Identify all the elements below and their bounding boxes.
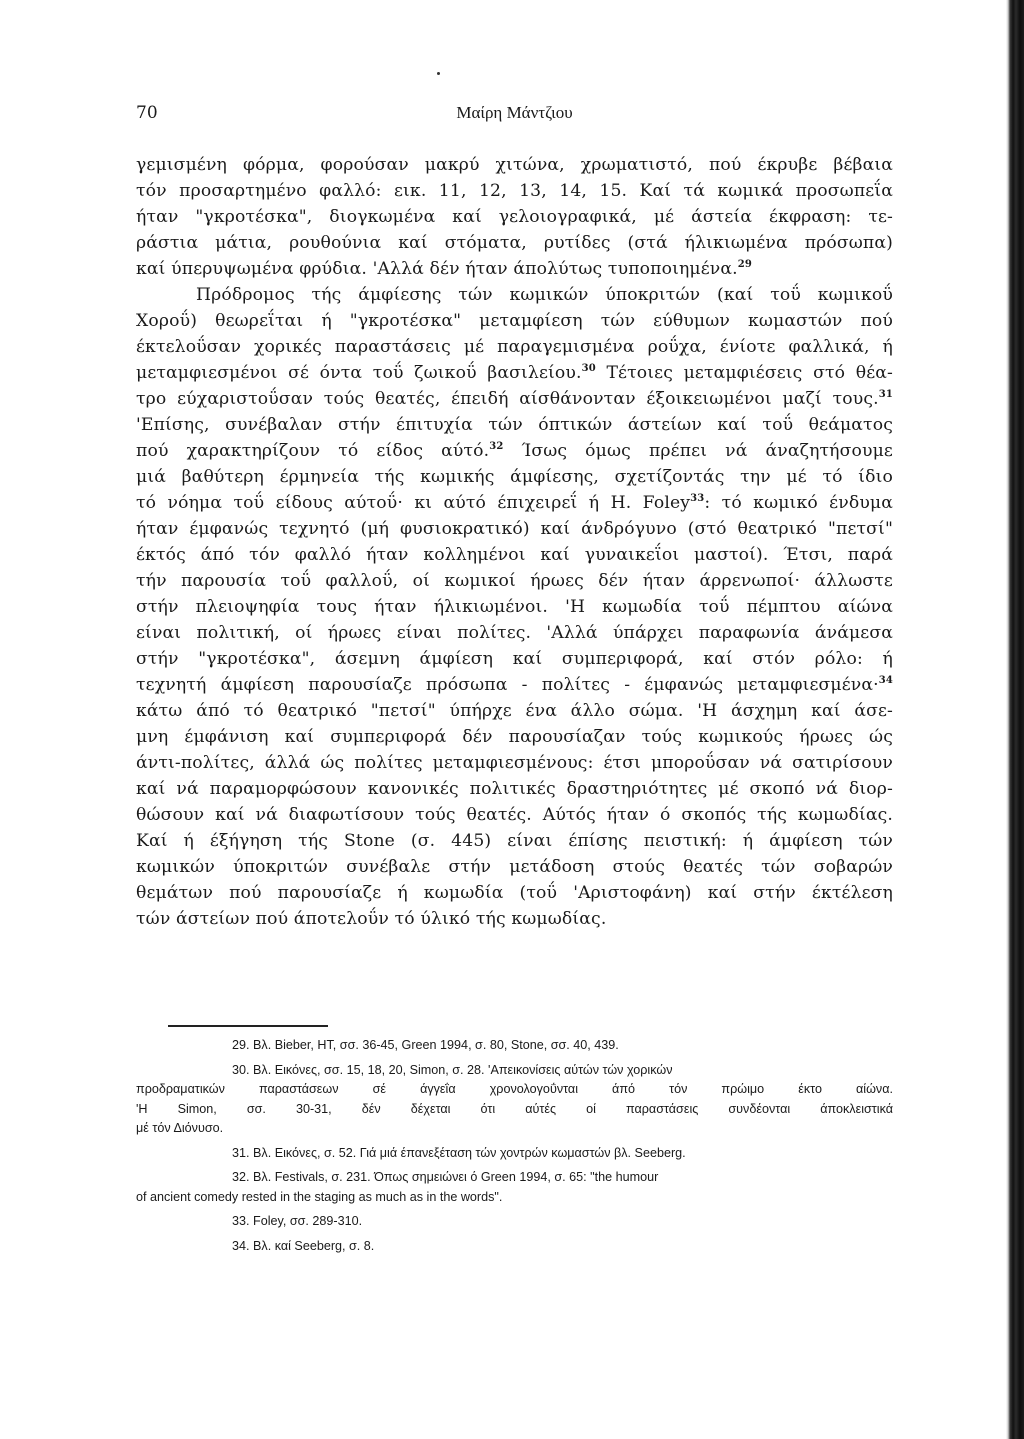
text-line-content: μεταμφιεσμένοι σέ όντα τοΰ ζωικοΰ βασιλείου. — [136, 363, 582, 383]
text-line-content: ράστια μάτια, ρουθούνια καί στόματα, ρυτίδες (στά ήλικιωμένα πρόσωπα) — [136, 233, 893, 253]
footnote-line: 31. Βλ. Εικόνες, σ. 52. Γιά μιά έπανεξέταση τών χοντρών κωμαστών βλ. Seeberg. — [232, 1145, 686, 1160]
text-line — [136, 282, 893, 308]
text-line-content: τών άστείων πού άποτελοΰν τό ύλικό τής κωμωδίας. — [136, 909, 607, 929]
text-line-content: μνη έμφάνιση καί συμπεριφορά δέν παρουσίαζαν τούς κωμικούς ήρωες ώς — [136, 727, 893, 747]
text-line — [136, 672, 893, 698]
footnote-line: μέ τόν Διόνυσο. — [136, 1121, 224, 1135]
footnote-line: of ancient comedy rested in the staging as much as in the words". — [136, 1189, 503, 1204]
footnote-line: 'Η Simon, σσ. 30-31, δέν δέχεται ότι αύτές οί παραστάσεις συνδέονται άποκλειστικά — [136, 1101, 893, 1116]
text-line — [136, 256, 893, 282]
text-line-content: Καί ή έξήγηση τής Stone (σ. 445) είναι έπίσης πειστική: ή άμφίεση τών — [136, 831, 893, 851]
text-line-content: Χοροΰ) θεωρεΐται ή "γκροτέσκα" μεταμφίεση τών εύθυμων κωμαστών πού — [136, 311, 893, 331]
scan-speck — [437, 72, 440, 75]
text-line — [136, 906, 893, 932]
footnote-line: προδραματικών παραστάσεων σέ άγγεΐα χρονολογοΰνται άπό τόν πρώιμο έκτο αίώνα. — [136, 1082, 893, 1096]
text-line-content: καί ύπερυψωμένα φρύδια. 'Αλλά δέν ήταν άπολύτως τυποποιημένα. — [136, 259, 738, 279]
text-line-content: γεμισμένη φόρμα, φορούσαν μακρύ χιτώνα, χρωματιστό, πού έκρυβε βέβαια — [136, 155, 893, 175]
text-line-content: κάτω άπό τό θεατρικό "πετσί" ύπήρχε ένα άλλο σώμα. 'Η άσχημη καί άσε- — [136, 701, 893, 721]
text-line — [136, 646, 893, 672]
text-line-content: θεμάτων πού παρουσίαζε ή κωμωδία (τοΰ 'Αριστοφάνη) καί στήν έκτέλεση — [136, 883, 893, 903]
text-line-content: στήν πλειοψηφία τους ήταν ήλικιωμένοι. 'Η κωμωδία τοΰ πέμπτου αίώνα — [136, 597, 893, 617]
page-number: 70 — [136, 103, 158, 123]
text-line — [136, 490, 893, 516]
text-line — [136, 464, 893, 490]
footnote-line: 29. Βλ. Bieber, HT, σσ. 36-45, Green 1994, σ. 80, Stone, σσ. 40, 439. — [232, 1038, 619, 1052]
text-line — [136, 568, 893, 594]
text-line-content: τήν παρουσία τοΰ φαλλοΰ, οί κωμικοί ήρωες δέν ήταν άρρενωποί· άλλωστε — [136, 571, 893, 591]
text-line — [136, 334, 893, 360]
text-line-content: τόν προσαρτημένο φαλλό: εικ. 11, 12, 13, 14, 15. Καί τά κωμικά προσωπεΐα — [136, 181, 893, 201]
text-line — [136, 360, 893, 386]
footnote-line: 33. Foley, σσ. 289-310. — [232, 1214, 363, 1228]
scan-edge-shadow — [1006, 0, 1024, 1439]
text-line-content: 'Επίσης, συνέβαλαν στήν έπιτυχία τών όπτικών άστείων καί τοΰ θεάματος — [136, 415, 893, 435]
text-line — [136, 880, 893, 906]
text-line-content: στήν "γκροτέσκα", άσεμνη άμφίεση καί συμπεριφορά, καί στόν ρόλο: ή — [136, 649, 893, 669]
text-line-content: κωμικών ύποκριτών συνέβαλε στήν μετάδοση στούς θεατές τών σοβαρών — [136, 857, 893, 877]
text-line-content: είναι πολιτική, οί ήρωες είναι πολίτες. 'Αλλά ύπάρχει παραφωνία άνάμεσα — [136, 623, 893, 643]
text-line-content: τεχνητή άμφίεση παρουσίαζε πρόσωπα - πολίτες - έμφανώς μεταμφιεσμένα· — [136, 675, 879, 695]
text-line-content: τό νόημα τοΰ είδους αύτοΰ· κι αύτό έπιχειρεΐ ή Η. Foley — [136, 493, 691, 513]
text-line — [136, 698, 893, 724]
text-line — [136, 802, 893, 828]
text-line-content: άντι-πολίτες, άλλά ώς πολίτες μεταμφιεσμένους: έτσι μποροΰσαν νά σατιρίσουν — [136, 753, 893, 773]
text-line-tail: Τέτοιες μεταμφιέσεις στό θέα- — [595, 363, 893, 383]
footnote-reference[interactable]: 32 — [489, 441, 504, 452]
text-line — [136, 776, 893, 802]
text-line — [136, 542, 893, 568]
text-line — [136, 204, 893, 230]
text-line — [136, 308, 893, 334]
text-line — [136, 724, 893, 750]
text-line — [136, 230, 893, 256]
footnotes — [136, 1036, 893, 1256]
text-line — [136, 828, 893, 854]
body-text — [136, 152, 893, 932]
text-line — [136, 386, 893, 412]
text-line-tail: Ίσως όμως πρέπει νά άναζητήσουμε — [503, 441, 893, 461]
running-head: Μαίρη Μάντζιου — [456, 103, 573, 122]
text-line-content: ήταν έμφανώς τεχνητό (μή φυσιοκρατικό) καί άνδρόγυνο (στό θεατρικό "πετσί" — [136, 519, 893, 539]
text-line-content: τρο εύχαριστοΰσαν τούς θεατές, έπειδή αίσθάνονταν έξοικειωμένοι μαζί τους. — [136, 389, 879, 409]
text-line — [136, 438, 893, 464]
text-line-content: ήταν "γκροτέσκα", διογκωμένα καί γελοιογραφικά, μέ άστεία έκφραση: τε- — [136, 207, 893, 227]
text-line-tail: : τό κωμικό ένδυμα — [704, 493, 894, 513]
text-line-content: έκτός άπό τόν φαλλό ήταν κολλημένοι καί γυναικεΐοι μαστοί). Έτσι, παρά — [136, 545, 893, 565]
footnote-reference[interactable]: 29 — [737, 259, 752, 270]
text-line-content: πού χαρακτηρίζουν τό είδος αύτό. — [136, 441, 490, 461]
text-line-content: έκτελοΰσαν χορικές παραστάσεις μέ παραγεμισμένα ροΰχα, ένίοτε φαλλικά, ή — [136, 337, 893, 357]
footnote-reference[interactable]: 34 — [878, 675, 893, 686]
text-line — [136, 594, 893, 620]
footnote-rule — [168, 1025, 328, 1027]
footnote-reference[interactable]: 31 — [878, 389, 893, 400]
text-line — [136, 620, 893, 646]
text-line — [136, 750, 893, 776]
text-line — [136, 516, 893, 542]
text-line-content: Πρόδρομος τής άμφίεσης τών κωμικών ύποκριτών (καί τοΰ κωμικοΰ — [196, 285, 893, 305]
footnote-line: 34. Βλ. καί Seeberg, σ. 8. — [232, 1238, 375, 1253]
text-line — [136, 412, 893, 438]
text-line — [136, 178, 893, 204]
text-line-content: μιά βαθύτερη έρμηνεία τής κωμικής άμφίεσης, σχετίζοντάς την μέ τό ίδιο — [136, 467, 893, 487]
text-line — [136, 152, 893, 178]
page-header — [136, 103, 893, 129]
footnote-line: 32. Βλ. Festivals, σ. 231. Όπως σημειώνει ό Green 1994, σ. 65: "the humour — [232, 1170, 659, 1184]
footnote-line: 30. Βλ. Εικόνες, σσ. 15, 18, 20, Simon, σ. 28. 'Απεικονίσεις αύτών τών χορικών — [232, 1062, 673, 1077]
footnote-reference[interactable]: 33 — [690, 493, 705, 504]
text-line — [136, 854, 893, 880]
text-line-content: θώσουν καί νά διαφωτίσουν τούς θεατές. Αύτός ήταν ό σκοπός τής κωμωδίας. — [136, 805, 893, 825]
text-line-content: καί νά παραμορφώσουν κανονικές πολιτικές δραστηριότητες μέ σκοπό νά διορ- — [136, 779, 893, 799]
footnote-reference[interactable]: 30 — [581, 363, 596, 374]
